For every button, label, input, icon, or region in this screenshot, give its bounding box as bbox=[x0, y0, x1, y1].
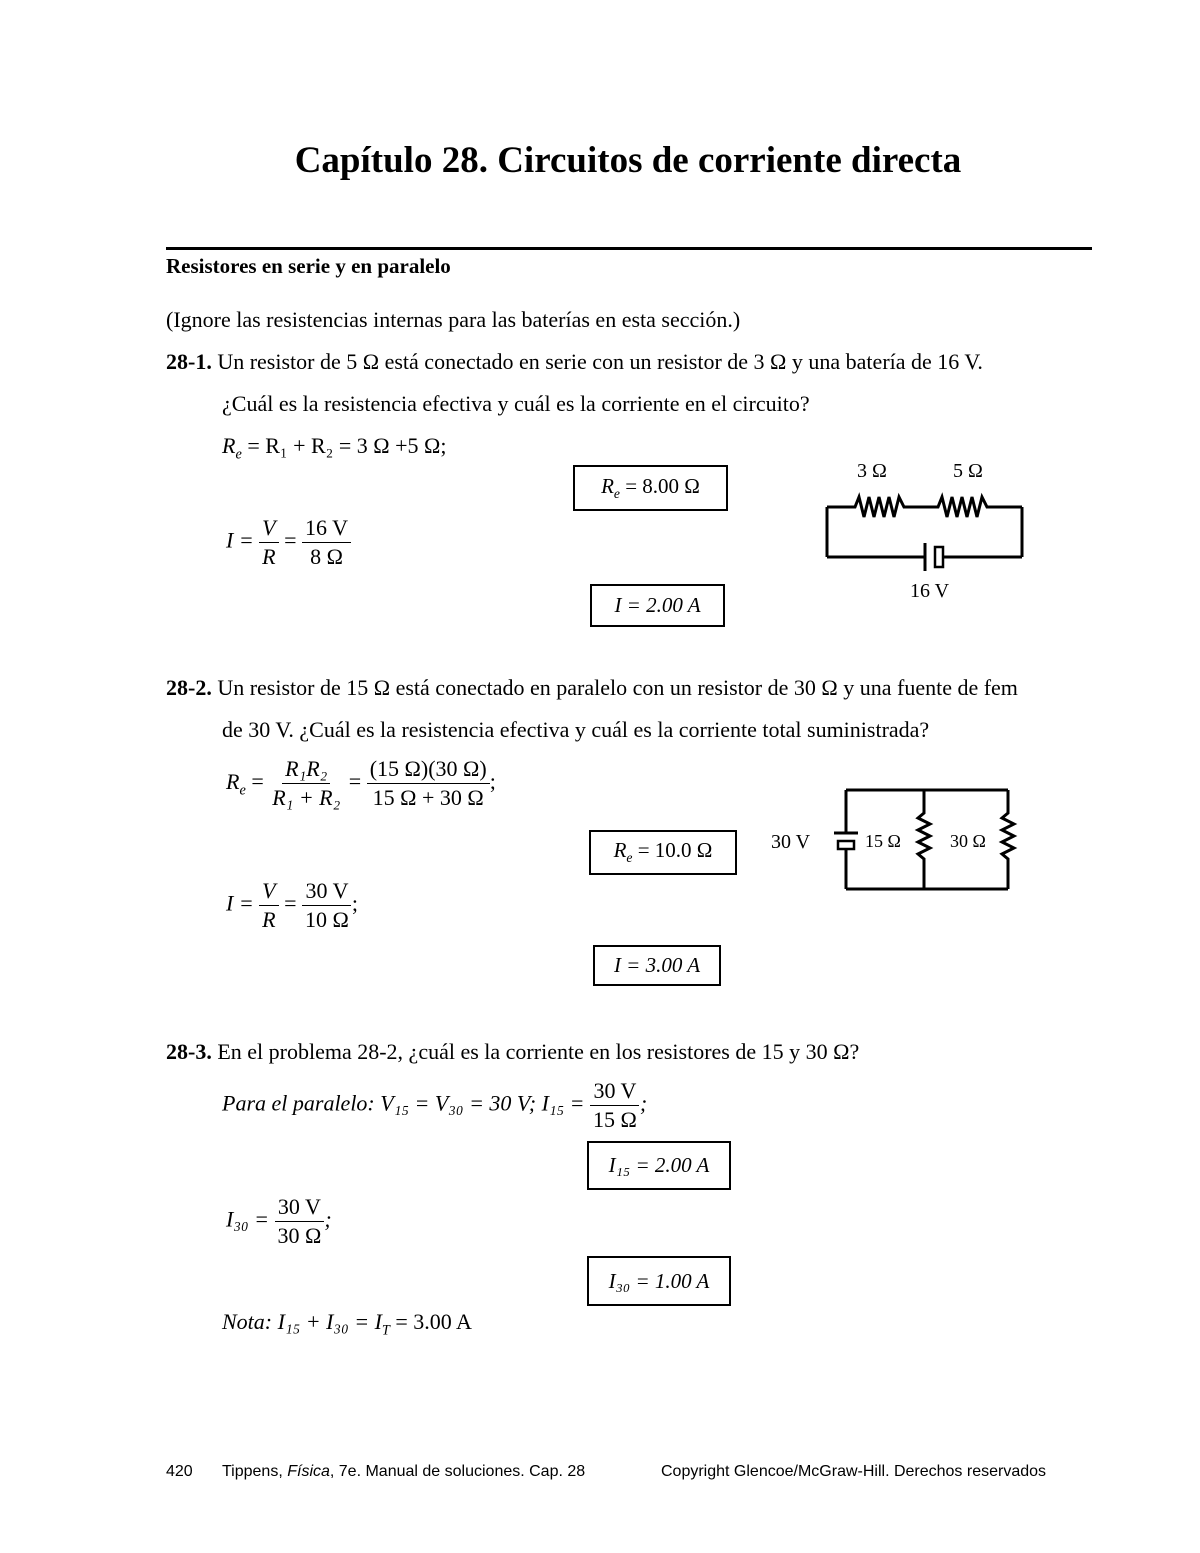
frac-num: 30 V bbox=[590, 1078, 639, 1106]
answer-box-re: $R_e = 8.00$ Ω bbox=[573, 465, 728, 511]
frac-num: (15 Ω)(30 Ω) bbox=[367, 756, 490, 784]
answer-value: I₃₀ = 1.00 A bbox=[608, 1268, 710, 1293]
footer-book-title: Física bbox=[287, 1463, 330, 1480]
problem-28-2-question: de 30 V. ¿Cuál es la resistencia efectiva y cuál es la corriente total suministrada? bbox=[222, 717, 930, 742]
frac-den: 15 Ω + 30 Ω bbox=[372, 785, 484, 810]
problem-text: Un resistor de 5 Ω está conectado en serie con un resistor de 3 Ω y una batería de 16 V. bbox=[211, 349, 983, 374]
equation-parallel-voltage: Para el paralelo: V₁₅ = V₃₀ = 30 V; I₁₅ = $\frac{30 V}{15 \Omega}$ ; bbox=[222, 1078, 648, 1132]
problem-number: 28-2. bbox=[166, 675, 212, 700]
answer-value: = 8.00 Ω bbox=[625, 473, 700, 498]
answer-box-current-2 bbox=[593, 945, 721, 986]
eq-lhs: I₁₅ = bbox=[541, 1090, 585, 1116]
answer-value: I = 3.00 A bbox=[613, 953, 701, 977]
problem-text: En el problema 28-2, ¿cuál es la corriente en los resistores de 15 y 30 Ω? bbox=[211, 1039, 860, 1064]
footer-edition: , 7e. Manual de soluciones. Cap. 28 bbox=[329, 1463, 586, 1480]
fig-label-r2: 5 Ω bbox=[953, 460, 983, 482]
answer-box-re-parallel: $R_e = 10.0$ Ω bbox=[589, 830, 737, 875]
problem-28-3-statement bbox=[166, 1039, 859, 1065]
series-circuit-diagram bbox=[820, 455, 1030, 605]
eq-label: Para el paralelo: bbox=[222, 1090, 375, 1116]
footer-author: Tippens, bbox=[222, 1463, 288, 1480]
frac-den: 30 Ω bbox=[277, 1223, 322, 1248]
frac-den: 10 Ω bbox=[305, 907, 349, 932]
note-total-current: Nota: $I_{15} + I_{30} = I_T = 3.00$ A bbox=[222, 1309, 472, 1339]
answer-value: I₁₅ = 2.00 A bbox=[608, 1153, 710, 1177]
fig-label-battery: 16 V bbox=[910, 580, 950, 602]
parallel-circuit-diagram bbox=[768, 785, 1028, 900]
fig-label-r15: 15 Ω bbox=[865, 831, 901, 851]
equation-re-parallel: $R_e$ = $\frac{\text{R₁R₂}}{\text{R₁ + R₂}}$ = $\frac{(15 \Omega)(30 \Omega)}{15 \Omega + 30 \Omega}$ ; bbox=[226, 756, 496, 810]
answer-value: I = 2.00 A bbox=[614, 593, 701, 617]
note-end: = 3.00 A bbox=[389, 1309, 472, 1334]
equation-re-series: $R_e = R_1 + R_2 = 3$ Ω +5 Ω; bbox=[222, 433, 447, 463]
section-rule bbox=[166, 247, 1092, 250]
frac-num: 30 V bbox=[275, 1194, 324, 1222]
problem-number: 28-3. bbox=[166, 1039, 212, 1064]
section-title: Resistores en serie y en paralelo bbox=[166, 254, 451, 278]
problem-28-2-statement bbox=[166, 675, 1018, 701]
footer-copyright: Copyright Glencoe/McGraw-Hill. Derechos reservados bbox=[661, 1463, 1047, 1480]
frac-den: R₁ + R₂ bbox=[272, 785, 341, 810]
chapter-title: Capítulo 28. Circuitos de corriente directa bbox=[294, 140, 962, 181]
note-label: Nota: bbox=[222, 1309, 273, 1334]
eq-lhs: I₃₀ = bbox=[226, 1206, 269, 1232]
fig-label-r30: 30 Ω bbox=[950, 831, 986, 851]
equation-current-2: I = $\frac{V}{R}$ = $\frac{30 V}{10 \Omega}$ ; bbox=[226, 878, 359, 932]
frac-num: 30 V bbox=[302, 878, 351, 906]
problem-28-1-question: ¿Cuál es la resistencia efectiva y cuál es la corriente en el circuito? bbox=[222, 391, 810, 416]
problem-28-1-statement bbox=[166, 349, 983, 375]
footer-citation bbox=[222, 1463, 585, 1481]
frac-num: 16 V bbox=[302, 515, 351, 543]
equation-current-1: I = $\frac{V}{R}$ = $\frac{16 V}{8 \Omega}$ bbox=[226, 515, 351, 570]
frac-num: V bbox=[259, 515, 278, 543]
frac-den: 15 Ω bbox=[593, 1107, 637, 1132]
equation-text: = R₁ + R₂ = 3 Ω +5 Ω; bbox=[247, 433, 447, 458]
frac-den: R bbox=[262, 544, 276, 569]
answer-box-i15 bbox=[587, 1141, 731, 1190]
fig-label-emf: 30 V bbox=[771, 831, 811, 853]
answer-box-i30 bbox=[587, 1256, 731, 1306]
eq-body: V₁₅ = V₃₀ = 30 V; bbox=[380, 1090, 537, 1116]
equation-i30: I₃₀ = $\frac{30 V}{30 \Omega}$ ; bbox=[226, 1194, 332, 1248]
fig-label-r1: 3 Ω bbox=[857, 460, 887, 482]
note-body: I₁₅ + I₃₀ = I bbox=[277, 1309, 382, 1334]
answer-value: = 10.0 Ω bbox=[637, 838, 713, 863]
eq-lhs: I = bbox=[226, 527, 254, 553]
footer-page-number: 420 bbox=[166, 1463, 193, 1480]
intro-note: (Ignore las resistencias internas para las baterías en esta sección.) bbox=[166, 307, 741, 332]
problem-text: Un resistor de 15 Ω está conectado en paralelo con un resistor de 30 Ω y una fuente de fem bbox=[211, 675, 1018, 700]
answer-box-current-1 bbox=[590, 584, 725, 627]
frac-den: 8 Ω bbox=[310, 544, 343, 569]
frac-num: R₁R₂ bbox=[282, 756, 330, 784]
problem-number: 28-1. bbox=[166, 349, 212, 374]
